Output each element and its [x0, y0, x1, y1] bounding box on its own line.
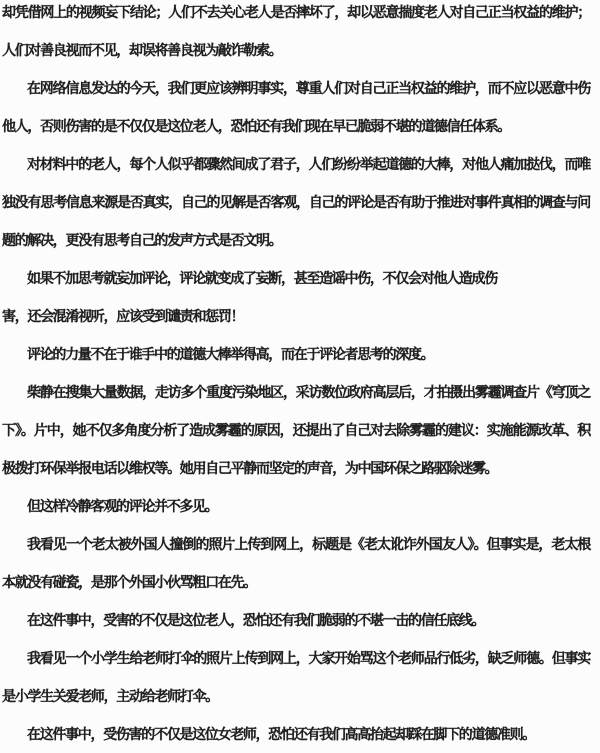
text-line: 但这样冷静客观的评论并不多见。: [27, 498, 218, 514]
text-line: 我看见一个老太被外国人撞倒的照片上传到网上，标题是《老太讹诈外国友人》。但事实是，老太根: [27, 536, 590, 552]
text-line: 害，还会混淆视听，应该受到谴责和惩罚！: [2, 308, 244, 324]
text-line: 对材料中的老人，每个人似乎都骤然间成了君子，人们纷纷举起道德的大棒，对他人痛加挞伐，而唯: [27, 156, 590, 172]
text-line: 题的解决，更没有思考自己的发声方式是否文明。: [2, 232, 282, 248]
text-line: 人们对善良视而不见，却误将善良视为敲诈勒索。: [2, 42, 282, 58]
text-line: 在这件事中，受害的不仅是这位老人，恐怕还有我们脆弱的不堪一击的信任底线。: [27, 612, 485, 628]
text-line: 柴静在搜集大量数据，走访多个重度污染地区，采访数位政府高层后，才拍摄出雾霾调查片《穹顶之: [27, 384, 590, 400]
text-line: 下》。片中，她不仅多角度分析了造成雾霾的原因，还提出了自己对去除雾霾的建议：实施能源改革、积: [2, 422, 590, 438]
essay-text-block: [2, 0, 590, 753]
text-line: 他人，否则伤害的是不仅仅是这位老人，恐怕还有我们现在早已脆弱不堪的道德信任体系。: [2, 118, 510, 134]
text-line: 是小学生关爱老师，主动给老师打伞。: [2, 688, 218, 704]
text-line: 如果不加思考就妄加评论，评论就变成了妄断，甚至造谣中伤，不仅会对他人造成伤: [27, 270, 497, 286]
text-line: 却凭借网上的视频妄下结论；人们不去关心老人是否摔坏了，却以恶意揣度老人对自己正当权益的维护；: [2, 4, 590, 20]
text-line: 评论的力量不在于谁手中的道德大棒举得高，而在于评论者思考的深度。: [27, 346, 434, 362]
text-line: 极拨打环保举报电话以维权等。她用自己平静而坚定的声音，为中国环保之路驱除迷雾。: [2, 460, 498, 476]
text-line: 本就没有碰瓷，是那个外国小伙骂粗口在先。: [2, 574, 256, 590]
text-line: 在网络信息发达的今天，我们更应该辨明事实，尊重人们对自己正当权益的维护，而不应以恶意中伤: [27, 80, 590, 96]
text-line: 我看见一个小学生给老师打伞的照片上传到网上，大家开始骂这个老师品行低劣，缺乏师德。但事实: [27, 650, 590, 666]
text-line: 在这件事中，受伤害的不仅是这位女老师，恐怕还有我们高高抬起却踩在脚下的道德准则。: [27, 726, 535, 742]
text-line: 独没有思考信息来源是否真实，自己的见解是否客观，自己的评论是否有助于推进对事件真相的调查与问: [2, 194, 590, 210]
